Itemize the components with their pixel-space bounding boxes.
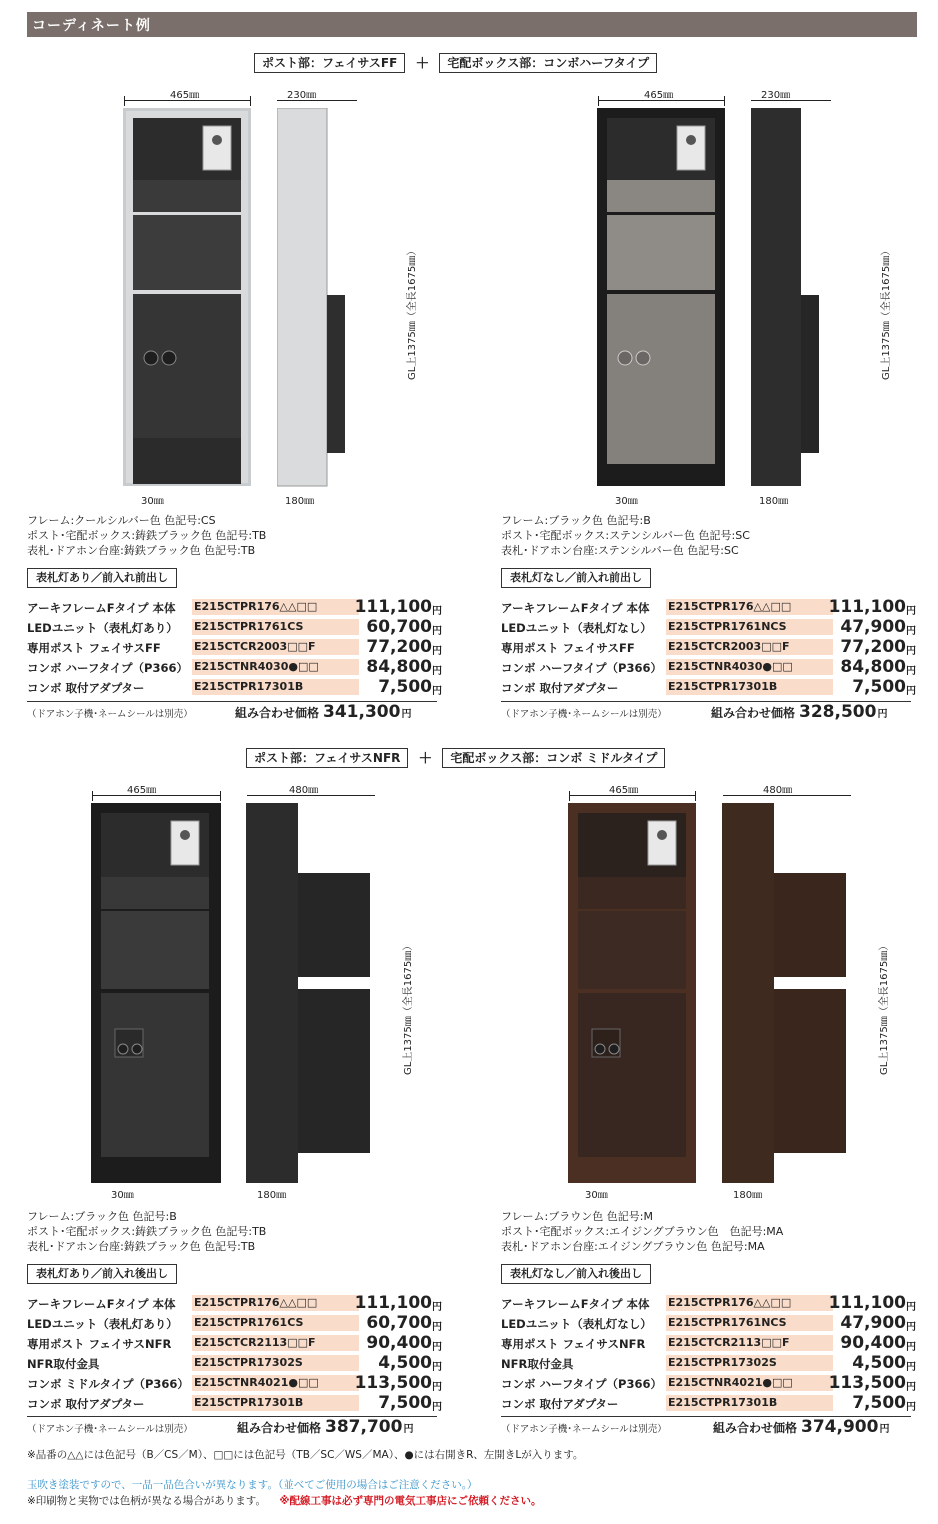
dim-depth: 230㎜: [761, 90, 791, 101]
product-name: コンボ 取付アダプター: [27, 681, 145, 695]
product-name: NFR取付金具: [27, 1357, 100, 1371]
product-name: LEDユニット（表札灯あり）: [27, 1317, 178, 1331]
yen-unit: 円: [906, 1362, 916, 1373]
spec-list: [501, 1209, 783, 1254]
combo-title-1: [254, 53, 657, 73]
section-header: [27, 12, 917, 37]
product-name: アーキフレームFタイプ 本体: [501, 601, 650, 615]
combo-box-label: 宅配ボックス部：コンボ ミドルタイプ: [442, 748, 665, 768]
separate-sale-note: （ドアホン子機･ネームシールは別売）: [27, 1424, 193, 1435]
spec-frame: フレーム:ブラウン色 色記号:M: [501, 1210, 653, 1223]
section-title: コーディネート例: [32, 18, 151, 34]
spec-body: ポスト･宅配ボックス:ステンシルバー色 色記号:SC: [501, 529, 750, 542]
product-row: [27, 617, 442, 637]
coordinate-example-1: [27, 80, 447, 770]
option-tag: 表札灯なし／前入れ後出し: [501, 1264, 651, 1284]
product-code: E215CTPR17301B: [666, 1395, 833, 1411]
combo-post-label: ポスト部：フェイサスNFR: [246, 748, 408, 768]
product-price: 7,500: [852, 1393, 906, 1413]
spec-body: ポスト･宅配ボックス:エイジングブラウン色 色記号:MA: [501, 1225, 784, 1238]
product-price: 7,500: [852, 677, 906, 697]
yen-unit: 円: [432, 626, 442, 637]
dim-line: [124, 100, 250, 101]
product-row: [27, 1313, 442, 1333]
spec-nameplate: 表札･ドアホン台座:エイジングブラウン色 色記号:MA: [501, 1240, 765, 1253]
total-value: 328,500: [799, 702, 877, 722]
product-code: E215CTPR17301B: [192, 1395, 359, 1411]
product-name: LEDユニット（表札灯あり）: [27, 621, 178, 635]
dim-tick: [724, 96, 725, 106]
dim-foot: 30㎜: [615, 496, 638, 507]
dim-line: [569, 795, 695, 796]
product-code: E215CTNR4021●□□: [192, 1375, 359, 1391]
spec-frame: フレーム:ブラック色 色記号:B: [27, 1210, 177, 1223]
yen-unit: 円: [906, 646, 916, 657]
coordinate-example-4: [501, 775, 921, 1465]
product-code: E215CTPR1761CS: [192, 1315, 359, 1331]
dim-depth: 480㎜: [289, 785, 319, 796]
total-price: [235, 702, 411, 722]
product-name: 専用ポスト フェイサスNFR: [501, 1337, 646, 1351]
coating-note: 玉吹き塗装ですので、一品一品色合いが異なります。（並べてご使用の場合はご注意ください。）: [27, 1479, 478, 1491]
product-price: 111,100: [354, 597, 432, 617]
yen-unit: 円: [906, 1342, 916, 1353]
product-code: E215CTNR4030●□□: [666, 659, 833, 675]
dim-foot: 30㎜: [111, 1190, 134, 1201]
product-row: [501, 597, 916, 617]
product-code: E215CTPR1761CS: [192, 619, 359, 635]
product-price: 111,100: [354, 1293, 432, 1313]
product-code: E215CTPR1761NCS: [666, 1315, 833, 1331]
wiring-note: ※配線工事は必ず専門の電気工事店にご依頼ください。: [279, 1495, 542, 1507]
dim-line: [598, 100, 724, 101]
dim-width: 465㎜: [609, 785, 639, 796]
product-name: コンボ ハーフタイプ（P366）: [501, 661, 662, 675]
total-price: [713, 1417, 889, 1437]
dim-base: 180㎜: [285, 496, 315, 507]
product-price: 60,700: [366, 617, 432, 637]
product-side-image: [751, 108, 871, 488]
product-name: 専用ポスト フェイサスFF: [501, 641, 635, 655]
dim-tick: [220, 791, 221, 801]
dim-depth: 230㎜: [287, 90, 317, 101]
dim-depth: 480㎜: [763, 785, 793, 796]
product-price: 4,500: [378, 1353, 432, 1373]
yen-unit: 円: [432, 1382, 442, 1393]
yen-unit: 円: [432, 1362, 442, 1373]
product-row: [27, 1353, 442, 1373]
product-row: [501, 677, 916, 697]
total-label: 組み合わせ価格: [711, 706, 796, 720]
yen-unit: 円: [906, 686, 916, 697]
yen-unit: 円: [877, 709, 888, 720]
yen-unit: 円: [432, 1322, 442, 1333]
product-name: LEDユニット（表札灯なし）: [501, 621, 652, 635]
product-code: E215CTPR176△△□□: [192, 1295, 359, 1311]
spec-frame: フレーム:クールシルバー色 色記号:CS: [27, 514, 216, 527]
product-row: [27, 677, 442, 697]
yen-unit: 円: [906, 606, 916, 617]
product-code: E215CTCR2003□□F: [666, 639, 833, 655]
product-row: [27, 657, 442, 677]
dim-height: GL上1375㎜（全長1675㎜）: [881, 245, 892, 380]
product-table: [27, 1293, 442, 1413]
dim-line: [277, 100, 357, 101]
total-value: 374,900: [801, 1417, 879, 1437]
product-price: 113,500: [354, 1373, 432, 1393]
spec-nameplate: 表札･ドアホン台座:鋳鉄ブラック色 色記号:TB: [27, 544, 256, 557]
product-row: [501, 1393, 916, 1413]
yen-unit: 円: [432, 606, 442, 617]
product-name: アーキフレームFタイプ 本体: [501, 1297, 650, 1311]
product-row: [501, 617, 916, 637]
dim-height: GL上1375㎜（全長1675㎜）: [403, 940, 414, 1075]
product-code: E215CTCR2003□□F: [192, 639, 359, 655]
dim-base: 180㎜: [257, 1190, 287, 1201]
product-name: コンボ ミドルタイプ（P366）: [27, 1377, 189, 1391]
total-label: 組み合わせ価格: [713, 1421, 798, 1435]
product-front-image: [597, 108, 725, 488]
separate-sale-note: （ドアホン子機･ネームシールは別売）: [501, 709, 667, 720]
product-price: 113,500: [828, 1373, 906, 1393]
product-price: 84,800: [366, 657, 432, 677]
yen-unit: 円: [432, 666, 442, 677]
product-row: [27, 637, 442, 657]
yen-unit: 円: [906, 1302, 916, 1313]
spec-nameplate: 表札･ドアホン台座:ステンシルバー色 色記号:SC: [501, 544, 739, 557]
product-row: [501, 657, 916, 677]
print-color-note: [27, 1493, 542, 1508]
yen-unit: 円: [906, 1402, 916, 1413]
spec-list: [27, 513, 266, 558]
product-price: 4,500: [852, 1353, 906, 1373]
option-tag: 表札灯あり／前入れ後出し: [27, 1264, 177, 1284]
product-table: [27, 597, 442, 697]
dim-line: [723, 795, 851, 796]
separate-sale-note: （ドアホン子機･ネームシールは別売）: [27, 709, 193, 720]
print-color-text: ※印刷物と実物では色柄が異なる場合があります。: [27, 1495, 266, 1507]
dim-base: 180㎜: [733, 1190, 763, 1201]
product-code: E215CTPR176△△□□: [666, 599, 833, 615]
yen-unit: 円: [403, 1424, 414, 1435]
product-front-image: [568, 803, 698, 1185]
product-price: 47,900: [840, 1313, 906, 1333]
product-code: E215CTPR176△△□□: [666, 1295, 833, 1311]
yen-unit: 円: [401, 709, 412, 720]
dim-width: 465㎜: [170, 90, 200, 101]
product-price: 90,400: [366, 1333, 432, 1353]
dim-tick: [92, 791, 93, 801]
total-value: 387,700: [325, 1417, 403, 1437]
yen-unit: 円: [906, 1382, 916, 1393]
spec-list: [501, 513, 750, 558]
product-name: LEDユニット（表札灯なし）: [501, 1317, 652, 1331]
product-price: 7,500: [378, 1393, 432, 1413]
dim-width: 465㎜: [644, 90, 674, 101]
combo-post-label: ポスト部：フェイサスFF: [254, 53, 405, 73]
dim-line: [92, 795, 220, 796]
product-price: 77,200: [840, 637, 906, 657]
product-table: [501, 1293, 916, 1413]
yen-unit: 円: [432, 1302, 442, 1313]
product-name: アーキフレームFタイプ 本体: [27, 601, 176, 615]
product-side-image: [722, 803, 862, 1185]
dim-height: GL上1375㎜（全長1675㎜）: [407, 245, 418, 380]
product-price: 60,700: [366, 1313, 432, 1333]
product-row: [27, 1293, 442, 1313]
product-code: E215CTPR17302S: [666, 1355, 833, 1371]
total-label: 組み合わせ価格: [237, 1421, 322, 1435]
yen-unit: 円: [906, 1322, 916, 1333]
product-name: NFR取付金具: [501, 1357, 574, 1371]
product-name: コンボ 取付アダプター: [501, 1397, 619, 1411]
yen-unit: 円: [879, 1424, 890, 1435]
product-price: 7,500: [378, 677, 432, 697]
product-name: アーキフレームFタイプ 本体: [27, 1297, 176, 1311]
product-code: E215CTNR4021●□□: [666, 1375, 833, 1391]
product-row: [501, 1373, 916, 1393]
product-front-image: [123, 108, 251, 488]
total-price: [711, 702, 887, 722]
total-value: 341,300: [323, 702, 401, 722]
dim-tick: [569, 791, 570, 801]
dim-tick: [695, 791, 696, 801]
dim-foot: 30㎜: [141, 496, 164, 507]
product-row: [27, 1393, 442, 1413]
product-row: [27, 597, 442, 617]
product-price: 84,800: [840, 657, 906, 677]
product-row: [501, 637, 916, 657]
product-row: [501, 1353, 916, 1373]
product-name: 専用ポスト フェイサスNFR: [27, 1337, 172, 1351]
product-code: E215CTPR17301B: [666, 679, 833, 695]
dim-line: [751, 100, 831, 101]
dim-tick: [124, 96, 125, 106]
yen-unit: 円: [432, 1402, 442, 1413]
spec-body: ポスト･宅配ボックス:鋳鉄ブラック色 色記号:TB: [27, 1225, 267, 1238]
dim-tick: [598, 96, 599, 106]
product-price: 90,400: [840, 1333, 906, 1353]
yen-unit: 円: [432, 686, 442, 697]
product-row: [501, 1293, 916, 1313]
product-code: E215CTPR176△△□□: [192, 599, 359, 615]
product-name: コンボ 取付アダプター: [27, 1397, 145, 1411]
product-price: 47,900: [840, 617, 906, 637]
code-legend-note: ※品番の△△には色記号（B／CS／M）、□□には色記号（TB／SC／WS／MA）、●には右開きR、左開きLが入ります。: [27, 1449, 584, 1461]
product-code: E215CTPR17301B: [192, 679, 359, 695]
separate-sale-note: （ドアホン子機･ネームシールは別売）: [501, 1424, 667, 1435]
product-front-image: [91, 803, 221, 1185]
product-code: E215CTNR4030●□□: [192, 659, 359, 675]
dim-foot: 30㎜: [585, 1190, 608, 1201]
product-side-image: [246, 803, 386, 1185]
product-name: 専用ポスト フェイサスFF: [27, 641, 161, 655]
yen-unit: 円: [906, 666, 916, 677]
total-price: [237, 1417, 413, 1437]
yen-unit: 円: [432, 646, 442, 657]
product-row: [501, 1333, 916, 1353]
product-table: [501, 597, 916, 697]
option-tag: 表札灯なし／前入れ前出し: [501, 568, 651, 588]
dim-tick: [250, 96, 251, 106]
product-row: [501, 1313, 916, 1333]
product-price: 111,100: [828, 597, 906, 617]
spec-body: ポスト･宅配ボックス:鋳鉄ブラック色 色記号:TB: [27, 529, 267, 542]
dim-base: 180㎜: [759, 496, 789, 507]
yen-unit: 円: [432, 1342, 442, 1353]
coordinate-example-3: [27, 775, 447, 1465]
product-name: コンボ ハーフタイプ（P366）: [27, 661, 188, 675]
product-name: コンボ 取付アダプター: [501, 681, 619, 695]
product-price: 111,100: [828, 1293, 906, 1313]
option-tag: 表札灯あり／前入れ前出し: [27, 568, 177, 588]
product-code: E215CTCR2113□□F: [192, 1335, 359, 1351]
product-price: 77,200: [366, 637, 432, 657]
spec-frame: フレーム:ブラック色 色記号:B: [501, 514, 651, 527]
combo-plus: ＋: [418, 751, 433, 767]
dim-height: GL上1375㎜（全長1675㎜）: [879, 940, 890, 1075]
total-label: 組み合わせ価格: [235, 706, 320, 720]
combo-plus: ＋: [415, 56, 430, 72]
product-code: E215CTCR2113□□F: [666, 1335, 833, 1351]
dim-width: 465㎜: [127, 785, 157, 796]
spec-nameplate: 表札･ドアホン台座:鋳鉄ブラック色 色記号:TB: [27, 1240, 256, 1253]
spec-list: [27, 1209, 266, 1254]
yen-unit: 円: [906, 626, 916, 637]
combo-box-label: 宅配ボックス部：コンボハーフタイプ: [439, 53, 657, 73]
product-row: [27, 1333, 442, 1353]
product-name: コンボ ハーフタイプ（P366）: [501, 1377, 662, 1391]
product-code: E215CTPR17302S: [192, 1355, 359, 1371]
product-row: [27, 1373, 442, 1393]
product-side-image: [277, 108, 397, 488]
coordinate-example-2: [501, 80, 921, 770]
product-code: E215CTPR1761NCS: [666, 619, 833, 635]
dim-line: [247, 795, 375, 796]
